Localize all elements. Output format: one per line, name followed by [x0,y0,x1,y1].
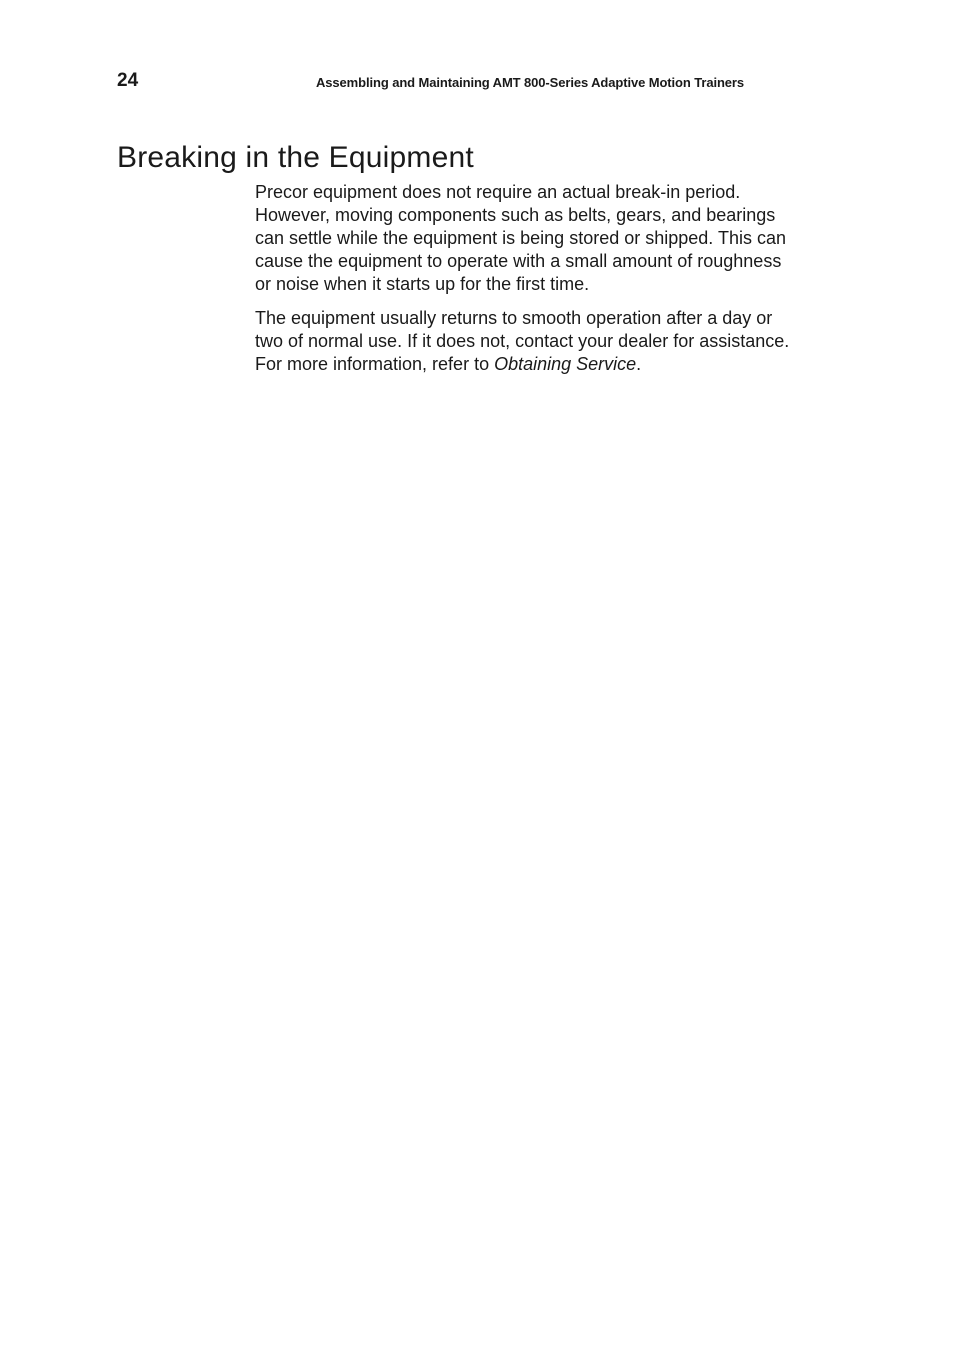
paragraph-smooth-operation [255,307,795,376]
paragraph-break-in-info: Precor equipment does not require an actual break-in period. However, moving components such as belts, gears, and bearings can settle while the equipment is being stored or shipped. This can cause the equipment to operate with a small amount of roughness or noise when it starts up for the first time. [255,182,786,294]
section-title: Breaking in the Equipment [117,141,474,174]
paragraph-text: The equipment usually returns to smooth operation after a day or two of normal use. If it does not, contact your dealer for assistance. For more information, refer to [255,308,790,374]
section-body [255,181,795,387]
page-number: 24 [117,70,139,91]
running-header: Assembling and Maintaining AMT 800-Series Adaptive Motion Trainers [316,75,745,90]
obtaining-service-reference: Obtaining Service [494,354,637,374]
paragraph-end: . [636,354,642,374]
